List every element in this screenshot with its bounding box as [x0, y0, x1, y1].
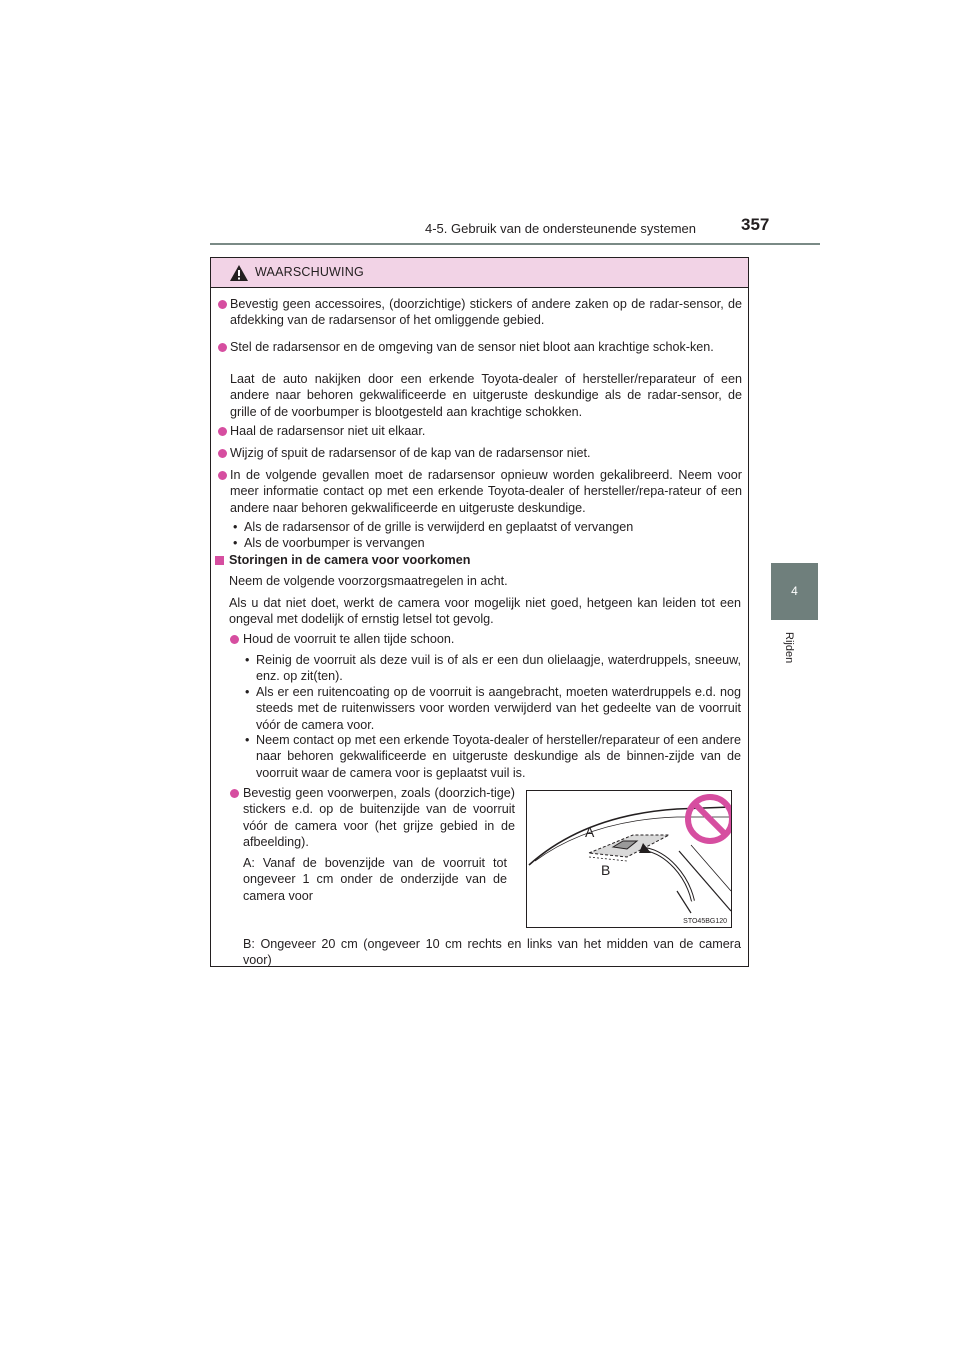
- section-title: 4-5. Gebruik van de ondersteunende systemen: [425, 221, 697, 236]
- warning-item: Wijzig of spuit de radarsensor of de kap van de radarsensor niet.: [230, 446, 591, 460]
- bullet-icon: [230, 635, 239, 644]
- bullet-icon: [218, 427, 227, 436]
- sticker-item: Bevestig geen voorwerpen, zoals (doorzich-tige) stickers e.d. op de buitenzijde van de voorruit vóór de camera voor (het grijze gebied in de afbeelding).: [243, 786, 515, 850]
- warning-item: In de volgende gevallen moet de radarsensor opnieuw worden gekalibreerd. Neem voor meer informatie contact op met een erkende Toyota-dealer of hersteller/repa-rateur of een andere naar behoren gekwalificeerde en uitgeruste deskundige.: [230, 468, 742, 515]
- clean-sub-text: Reinig de voorruit als deze vuil is of als er een dun olielaagje, waterdruppels, sneeuw, enz. op zit(ten).: [256, 653, 741, 684]
- chapter-number: 4: [791, 584, 798, 598]
- warning-item: Bevestig geen accessoires, (doorzichtige) stickers of andere zaken op de radar-sensor, de afdekking van de radarsensor of het omliggende gebied.: [230, 297, 742, 328]
- page-number: 357: [741, 215, 770, 234]
- camera-intro: Neem de volgende voorzorgsmaatregelen in acht.: [229, 574, 508, 588]
- windshield-figure: [526, 790, 732, 928]
- recalibration-case-text: Als de radarsensor of de grille is verwijderd en geplaatst of vervangen: [244, 520, 634, 534]
- header-rule: [210, 243, 820, 245]
- warning-title: WAARSCHUWING: [255, 265, 364, 279]
- camera-section-heading: Storingen in de camera voor voorkomen: [229, 553, 471, 567]
- warning-item: Stel de radarsensor en de omgeving van de sensor niet bloot aan krachtige schok-ken.: [230, 340, 714, 354]
- warning-item: Haal de radarsensor niet uit elkaar.: [230, 424, 426, 438]
- recalibration-case: • Als de voorbumper is vervangen: [233, 536, 425, 550]
- warning-header: [211, 258, 748, 288]
- warning-item-detail: Laat de auto nakijken door een erkende Toyota-dealer of hersteller/reparateur of een andere naar behoren gekwalificeerde en uitgeruste deskundige als de radar-sensor, de grille of de voorbumper is blootgesteld aan krachtige schokken.: [230, 372, 742, 419]
- chapter-tab: [771, 563, 818, 620]
- recalibration-case: • Als de radarsensor of de grille is verwijderd en geplaatst of vervangen: [233, 520, 634, 534]
- clean-item: Houd de voorruit te allen tijde schoon.: [243, 632, 455, 646]
- clean-sub: • Reinig de voorruit als deze vuil is of als er een dun olielaagje, waterdruppels, sneeuw, enz. op zit(ten).: [245, 653, 741, 684]
- label-b-description: B: Ongeveer 20 cm (ongeveer 10 cm rechts en links van het midden van de camera voor): [243, 937, 741, 968]
- clean-sub-text: Neem contact op met een erkende Toyota-dealer of hersteller/reparateur of een andere naar behoren gekwalificeerde en uitgeruste deskundige als de binnen-zijde van de voorruit waar de camera voor is geplaatst vuil is.: [256, 733, 741, 780]
- windshield-illustration: [527, 791, 731, 927]
- bullet-icon: [218, 343, 227, 352]
- warning-triangle-icon: [229, 264, 249, 282]
- figure-label-b: B: [601, 862, 611, 878]
- clean-sub: • Neem contact op met een erkende Toyota-dealer of hersteller/reparateur of een andere naar behoren gekwalificeerde en uitgeruste deskundige als de binnen-zijde van de voorruit waar de camera voor is geplaatst vuil is.: [245, 733, 741, 780]
- chapter-label: Rijden: [783, 632, 795, 664]
- section-square-icon: [215, 556, 224, 565]
- bullet-icon: [218, 300, 227, 309]
- camera-intro: Als u dat niet doet, werkt de camera voor mogelijk niet goed, hetgeen kan leiden tot een ongeval met dodelijk of ernstig letsel tot gevolg.: [229, 596, 741, 627]
- recalibration-case-text: Als de voorbumper is vervangen: [244, 536, 425, 550]
- figure-label-a: A: [585, 824, 595, 840]
- bullet-icon: [218, 471, 227, 480]
- label-a-description: A: Vanaf de bovenzijde van de voorruit tot ongeveer 1 cm onder de onderzijde van de camera voor: [243, 856, 507, 903]
- bullet-icon: [218, 449, 227, 458]
- clean-sub: • Als er een ruitencoating op de voorruit is aangebracht, moeten waterdruppels e.d. nog steeds met de ruitenwissers voor worden verwijderd van het gedeelte van de voorruit vóór de camera voor.: [245, 685, 741, 732]
- bullet-icon: [230, 789, 239, 798]
- figure-code: STO45BG120: [683, 918, 727, 925]
- clean-sub-text: Als er een ruitencoating op de voorruit is aangebracht, moeten waterdruppels e.d. nog steeds met de ruitenwissers voor worden verwijderd van het gedeelte van de voorruit vóór de camera voor.: [256, 685, 741, 732]
